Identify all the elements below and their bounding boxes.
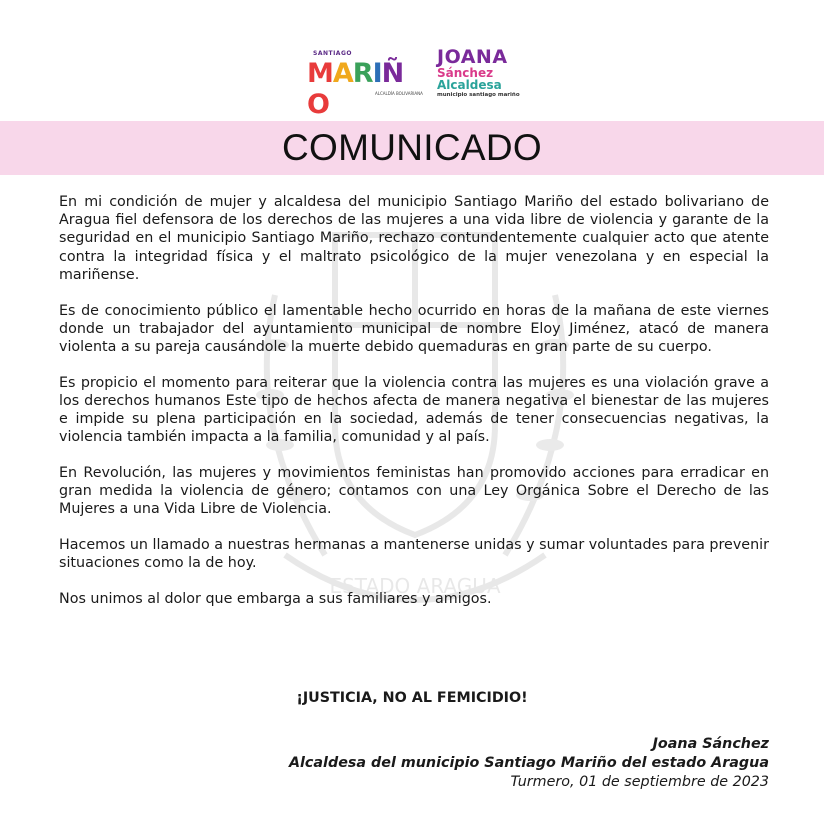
signature-name: Joana Sánchez bbox=[652, 736, 769, 752]
joana-logo-role: Alcaldesa bbox=[437, 78, 502, 92]
communique-body bbox=[59, 193, 769, 626]
joana-logo-municipality: municipio santiago mariño bbox=[437, 92, 520, 98]
signature-role: Alcaldesa del municipio Santiago Mariño del estado Aragua bbox=[288, 755, 769, 771]
slogan: ¡JUSTICIA, NO AL FEMICIDIO! bbox=[296, 690, 528, 706]
joana-logo-name: JOANA bbox=[437, 46, 508, 68]
paragraph: Hacemos un llamado a nuestras hermanas a mantenerse unidas y sumar voluntades para prevenir situaciones como la de hoy. bbox=[59, 537, 769, 572]
signature-block bbox=[289, 735, 769, 792]
marino-logo-bottom: ALCALDÍA BOLIVARIANA bbox=[375, 91, 423, 96]
marino-logo-top: SANTIAGO bbox=[313, 50, 352, 57]
marino-logo bbox=[305, 50, 425, 120]
watermark-label: ESTADO ARAGUA bbox=[329, 574, 501, 598]
joana-logo bbox=[437, 48, 537, 108]
joana-logo-surname: Sánchez bbox=[437, 66, 494, 80]
marino-logo-word: MARIÑO bbox=[307, 58, 404, 120]
paragraph: Nos unimos al dolor que embarga a sus familiares y amigos. bbox=[59, 590, 492, 607]
paragraph: Es de conocimiento público el lamentable hecho ocurrido en horas de la mañana de este viernes donde un trabajador del ayuntamiento municipal de nombre Eloy Jiménez, atacó de manera violenta a su pareja causándole la muerte debido quemaduras en gran parte de su cuerpo. bbox=[59, 302, 769, 355]
signature-place-date: Turmero, 01 de septiembre de 2023 bbox=[510, 774, 769, 790]
page-title: COMUNICADO bbox=[282, 127, 542, 168]
header-logos bbox=[0, 44, 824, 120]
paragraph: En Revolución, las mujeres y movimientos feministas han promovido acciones para erradicar en gran medida la violencia de género; contamos con una Ley Orgánica Sobre el Derecho de las Mujeres a una Vida Libre de Violencia. bbox=[59, 464, 769, 518]
paragraph: Es propicio el momento para reiterar que la violencia contra las mujeres es una violación grave a los derechos humanos Este tipo de hechos afecta de manera negativa el bienestar de las mujeres e impide su plena participación en la sociedad, además de tener consecuencias negativas, la violencia también impacta a la familia, comunidad y al país. bbox=[59, 374, 769, 446]
paragraph: En mi condición de mujer y alcaldesa del municipio Santiago Mariño del estado bolivariano de Aragua fiel defensora de los derechos de las mujeres a una vida libre de violencia y garante de la seguridad en el municipio Santiago Mariño, rechazo contundentemente cualquier acto que atente contra la integridad física y el maltrato psicológico de la mujer venezolana y en especial la mariñense. bbox=[59, 194, 769, 283]
